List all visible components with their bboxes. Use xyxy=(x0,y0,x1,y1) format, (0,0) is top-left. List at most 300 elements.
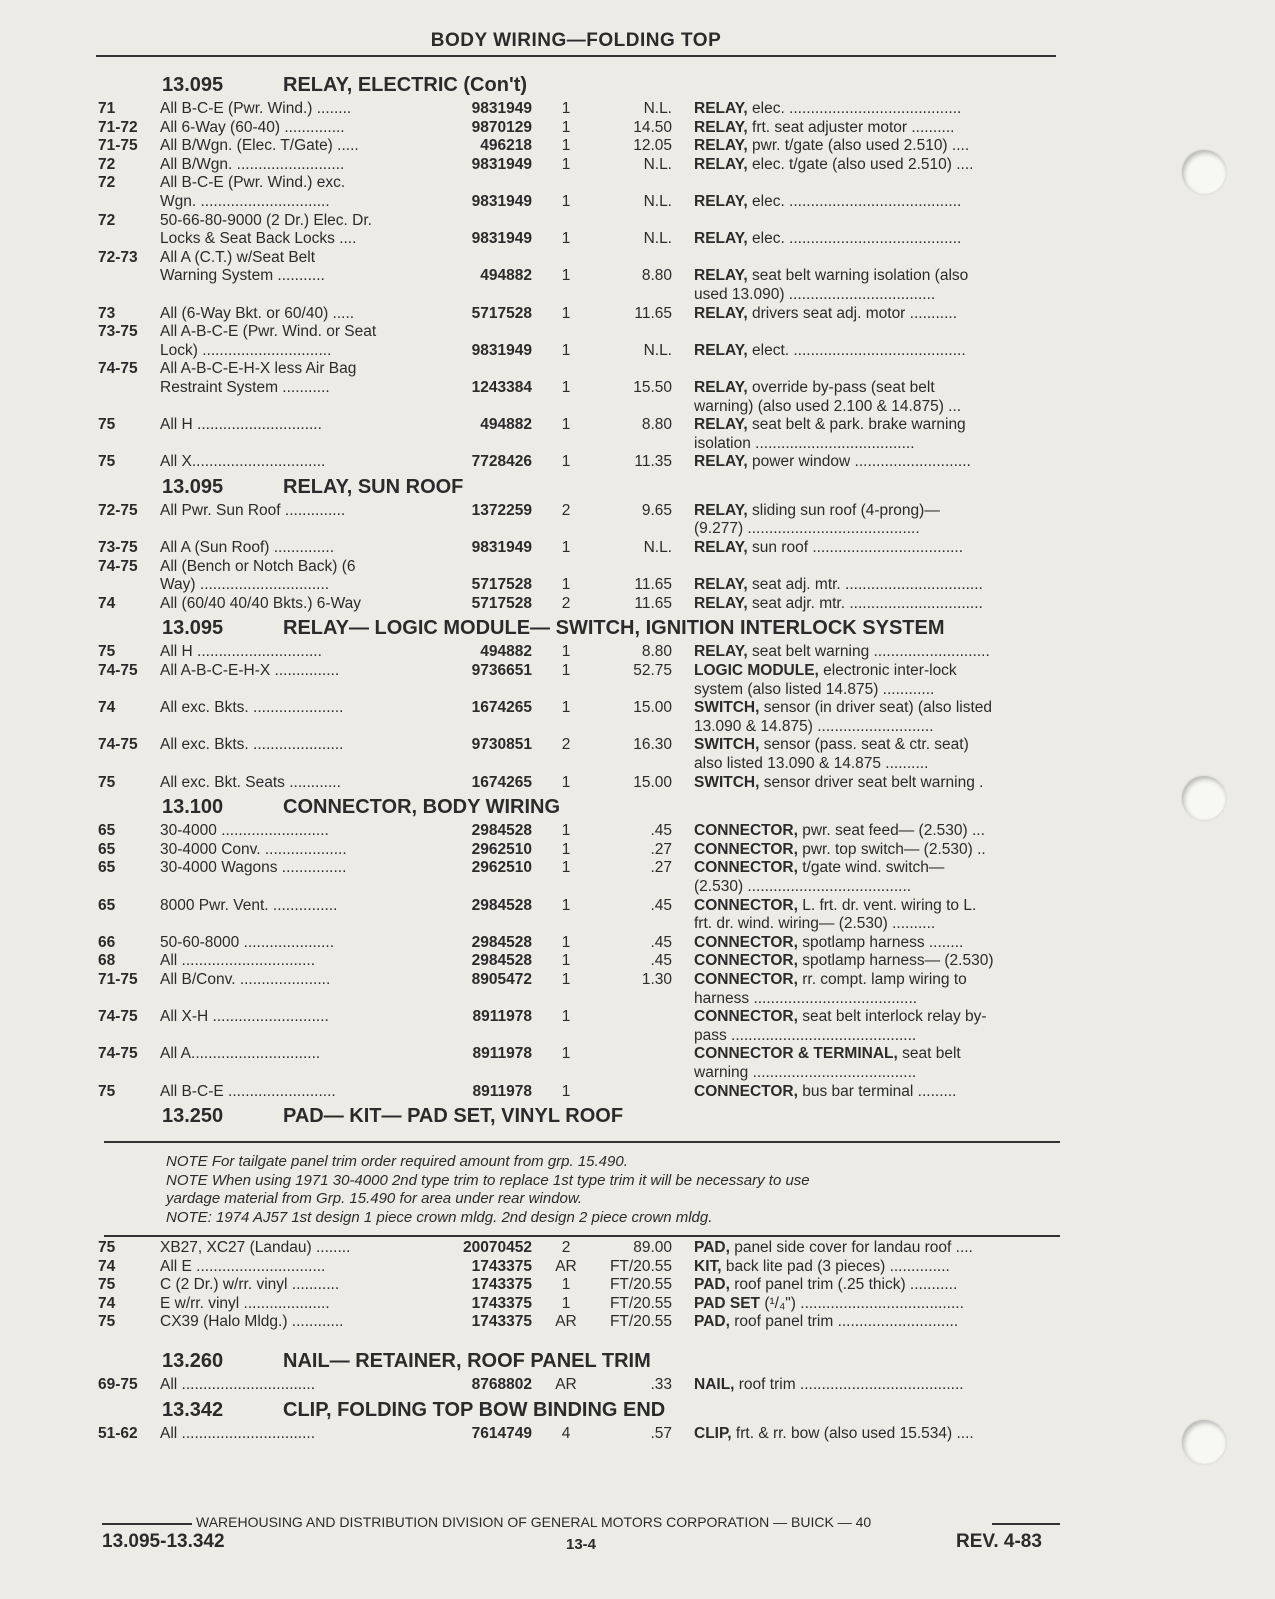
price: .45 xyxy=(650,896,672,914)
description-text: seat belt xyxy=(897,1045,961,1063)
price: 15.50 xyxy=(633,378,672,396)
part-row xyxy=(0,360,1275,416)
application: All ............................... xyxy=(160,952,316,970)
section-number: 13.342 xyxy=(162,1398,224,1421)
description-keyword: RELAY, xyxy=(694,378,748,396)
application: All exc. Bkt. Seats ............ xyxy=(160,773,341,791)
description-keyword: LOGIC MODULE, xyxy=(694,662,819,680)
model-year: 75 xyxy=(98,643,116,661)
part-number: 2984528 xyxy=(471,952,532,970)
quantity: 1 xyxy=(561,341,571,359)
description xyxy=(694,662,1058,681)
quantity: 1 xyxy=(561,773,571,791)
description-keyword: NAIL, xyxy=(694,1376,735,1394)
description xyxy=(694,305,1058,324)
description-keyword: PAD, xyxy=(694,1239,730,1257)
part-line xyxy=(0,878,1275,897)
part-number: 8905472 xyxy=(471,970,532,988)
description-text: pwr. seat feed— (2.530) ... xyxy=(797,822,985,840)
part-row xyxy=(0,453,1275,472)
description-text: 13.090 & 14.875) ........................... xyxy=(694,717,934,735)
part-row xyxy=(0,699,1275,736)
application: All ............................... xyxy=(160,1424,316,1442)
description xyxy=(694,841,1058,860)
description xyxy=(694,952,1058,971)
description xyxy=(694,1083,1058,1102)
description-text: roof panel trim ............................ xyxy=(729,1313,959,1331)
part-number: 1674265 xyxy=(471,773,532,791)
description-text: seat belt warning ........................... xyxy=(747,643,990,661)
quantity: 1 xyxy=(561,378,571,396)
description-text: sensor driver seat belt warning . xyxy=(759,773,984,791)
part-row xyxy=(0,212,1275,249)
section-number: 13.095 xyxy=(162,617,224,640)
part-line xyxy=(0,119,1275,138)
application: Way) .............................. xyxy=(160,576,330,594)
description-keyword: RELAY, xyxy=(694,416,748,434)
part-line xyxy=(0,305,1275,324)
description-keyword: RELAY, xyxy=(694,304,748,322)
part-line xyxy=(0,174,1275,193)
price: N.L. xyxy=(643,192,672,210)
section-number: 13.100 xyxy=(162,796,224,819)
description-text: rr. compt. lamp wiring to xyxy=(797,970,967,988)
price: .45 xyxy=(650,933,672,951)
model-year: 74-75 xyxy=(98,1008,138,1026)
quantity: 1 xyxy=(561,822,571,840)
part-number: 8768802 xyxy=(471,1376,532,1394)
quantity: AR xyxy=(555,1257,577,1275)
part-number: 1743375 xyxy=(471,1257,532,1275)
description xyxy=(694,230,1058,249)
description-text: sun roof ................................... xyxy=(747,539,964,557)
model-year: 74 xyxy=(98,699,116,717)
section-title: CONNECTOR, BODY WIRING xyxy=(283,796,561,819)
footer-rule xyxy=(102,1523,192,1525)
description xyxy=(694,1258,1058,1277)
quantity: 1 xyxy=(561,952,571,970)
description-keyword: SWITCH, xyxy=(694,773,760,791)
price: .45 xyxy=(650,952,672,970)
description-keyword: RELAY, xyxy=(694,341,748,359)
part-line xyxy=(0,841,1275,860)
part-line xyxy=(0,100,1275,119)
part-number: 20070452 xyxy=(463,1239,532,1257)
part-line xyxy=(0,736,1275,755)
application: All X-H ........................... xyxy=(160,1008,329,1026)
description-text: sliding sun roof (4-prong)— xyxy=(747,501,940,519)
quantity: 1 xyxy=(561,453,571,471)
description xyxy=(694,971,1058,990)
part-line xyxy=(0,915,1275,934)
application: All ............................... xyxy=(160,1376,316,1394)
model-year: 72 xyxy=(98,211,116,229)
quantity: 1 xyxy=(561,100,571,117)
part-number: 1743375 xyxy=(471,1313,532,1331)
description-text: (9.277) ........................................ xyxy=(694,520,920,538)
description xyxy=(694,990,1058,1009)
application: Warning System ........... xyxy=(160,267,325,285)
description-keyword: CONNECTOR, xyxy=(694,1008,798,1026)
description-keyword: CONNECTOR & TERMINAL, xyxy=(694,1045,898,1063)
section-title: RELAY— LOGIC MODULE— SWITCH, IGNITION INTERLOCK SYSTEM xyxy=(283,617,945,640)
part-number: 1743375 xyxy=(471,1294,532,1312)
description-keyword: CONNECTOR, xyxy=(694,1082,798,1100)
quantity: 1 xyxy=(561,576,571,594)
part-row xyxy=(0,174,1275,211)
section-number: 13.250 xyxy=(162,1105,224,1128)
description-keyword: RELAY, xyxy=(694,267,748,285)
part-row xyxy=(0,323,1275,360)
description-keyword: CONNECTOR, xyxy=(694,933,798,951)
application: C (2 Dr.) w/rr. vinyl ........... xyxy=(160,1276,340,1294)
part-number: 7728426 xyxy=(471,453,532,471)
quantity: 1 xyxy=(561,1276,571,1294)
part-line xyxy=(0,681,1275,700)
model-year: 74 xyxy=(98,1257,116,1275)
part-line xyxy=(0,1376,1275,1395)
description-text: elec. ........................................ xyxy=(747,192,962,210)
description-text: harness ...................................... xyxy=(694,989,918,1007)
part-line xyxy=(0,952,1275,971)
application: Wgn. .............................. xyxy=(160,192,330,210)
part-row xyxy=(0,662,1275,699)
part-row xyxy=(0,1313,1275,1332)
price: .57 xyxy=(650,1424,672,1442)
application: 8000 Pwr. Vent. ............... xyxy=(160,896,338,914)
part-line xyxy=(0,520,1275,539)
description-text: spotlamp harness ........ xyxy=(797,933,964,951)
part-number: 9831949 xyxy=(471,539,532,557)
part-row xyxy=(0,595,1275,614)
model-year: 75 xyxy=(98,453,116,471)
part-number: 496218 xyxy=(480,137,532,155)
model-year: 74 xyxy=(98,1294,116,1312)
description xyxy=(694,699,1058,718)
application: All A (Sun Roof) .............. xyxy=(160,539,335,557)
part-line xyxy=(0,1276,1275,1295)
description-text: elec. t/gate (also used 2.510) .... xyxy=(747,155,974,173)
model-year: 66 xyxy=(98,933,116,951)
part-row xyxy=(0,1258,1275,1277)
price: 14.50 xyxy=(633,118,672,136)
price: 11.65 xyxy=(634,304,672,322)
part-line xyxy=(0,360,1275,379)
section-title: NAIL— RETAINER, ROOF PANEL TRIM xyxy=(283,1350,651,1373)
description-text: also listed 13.090 & 14.875 .......... xyxy=(694,755,929,772)
price: 89.00 xyxy=(633,1239,672,1257)
note-line: yardage material from Grp. 15.490 for area under rear window. xyxy=(166,1190,583,1208)
part-line xyxy=(0,539,1275,558)
quantity: 1 xyxy=(561,155,571,173)
description-text: L. frt. dr. vent. wiring to L. xyxy=(797,896,977,914)
price: .45 xyxy=(650,822,672,840)
application: All A-B-C-E-H-X ............... xyxy=(160,662,340,680)
description-text: elect. ........................................ xyxy=(747,341,966,359)
section-header xyxy=(0,70,1275,100)
description-text: back lite pad (3 pieces) .............. xyxy=(721,1257,950,1275)
application: Restraint System ........... xyxy=(160,378,330,396)
quantity: 1 xyxy=(561,539,571,557)
description-text: frt. dr. wind. wiring— (2.530) .......... xyxy=(694,915,936,933)
quantity: 1 xyxy=(561,840,571,858)
description xyxy=(694,1295,1058,1314)
price: 15.00 xyxy=(633,699,672,717)
price: FT/20.55 xyxy=(609,1276,672,1294)
section-number: 13.095 xyxy=(162,475,224,498)
description-text: frt. & rr. bow (also used 15.534) .... xyxy=(731,1424,974,1442)
part-line xyxy=(0,267,1275,286)
model-year: 68 xyxy=(98,952,116,970)
model-year: 74-75 xyxy=(98,360,138,378)
part-line xyxy=(0,1258,1275,1277)
part-row xyxy=(0,137,1275,156)
part-line xyxy=(0,1295,1275,1314)
application: All B-C-E ......................... xyxy=(160,1082,336,1100)
price: 12.05 xyxy=(633,137,672,155)
part-number: 9831949 xyxy=(471,230,532,248)
part-line xyxy=(0,435,1275,454)
description-text: elec. ........................................ xyxy=(747,100,962,117)
model-year: 72-75 xyxy=(98,501,138,519)
model-year: 65 xyxy=(98,859,116,877)
notes-rule xyxy=(104,1235,1060,1237)
description xyxy=(694,119,1058,138)
part-row xyxy=(0,119,1275,138)
part-line xyxy=(0,379,1275,398)
description-text: electronic inter-lock xyxy=(818,662,957,680)
notes-rule xyxy=(104,1141,1060,1143)
part-row xyxy=(0,1276,1275,1295)
part-line xyxy=(0,137,1275,156)
description-keyword: CONNECTOR, xyxy=(694,970,798,988)
part-number: 2984528 xyxy=(471,933,532,951)
part-line xyxy=(0,398,1275,417)
description-text: pass ........................................... xyxy=(694,1026,917,1044)
application: All A-B-C-E (Pwr. Wind. or Seat xyxy=(160,323,377,341)
quantity: 1 xyxy=(561,118,571,136)
description xyxy=(694,755,1058,774)
part-number: 9736651 xyxy=(471,662,532,680)
description-keyword: CONNECTOR, xyxy=(694,822,798,840)
quantity: 1 xyxy=(561,192,571,210)
section-spacer xyxy=(0,1332,1275,1346)
model-year: 51-62 xyxy=(98,1424,138,1442)
description-keyword: PAD SET xyxy=(694,1294,761,1312)
description-keyword: CONNECTOR, xyxy=(694,896,798,914)
part-line xyxy=(0,897,1275,916)
part-line xyxy=(0,558,1275,577)
model-year: 75 xyxy=(98,1313,116,1331)
description-text: bus bar terminal ......... xyxy=(797,1082,957,1100)
model-year: 72 xyxy=(98,174,116,192)
model-year: 75 xyxy=(98,416,116,434)
quantity: 2 xyxy=(561,1239,571,1257)
description-keyword: SWITCH, xyxy=(694,736,760,754)
application: 30-4000 Conv. ................... xyxy=(160,840,347,858)
application: All H ............................. xyxy=(160,416,322,434)
part-line xyxy=(0,1313,1275,1332)
part-number: 1372259 xyxy=(471,501,532,519)
part-number: 494882 xyxy=(480,416,532,434)
application: All exc. Bkts. ..................... xyxy=(160,736,344,754)
quantity: 1 xyxy=(561,970,571,988)
quantity: 2 xyxy=(561,501,571,519)
section-number: 13.260 xyxy=(162,1350,224,1373)
part-row xyxy=(0,1008,1275,1045)
price: 8.80 xyxy=(641,416,672,434)
price: .27 xyxy=(650,859,672,877)
model-year: 75 xyxy=(98,1082,116,1100)
part-line xyxy=(0,595,1275,614)
description xyxy=(694,576,1058,595)
part-number: 5717528 xyxy=(471,594,532,612)
part-row xyxy=(0,643,1275,662)
part-row xyxy=(0,1295,1275,1314)
part-number: 2984528 xyxy=(471,896,532,914)
application: All (6-Way Bkt. or 60/40) ..... xyxy=(160,304,355,322)
description xyxy=(694,193,1058,212)
description-keyword: RELAY, xyxy=(694,192,748,210)
description-text: seat adjr. mtr. ............................... xyxy=(747,594,983,612)
quantity: 1 xyxy=(561,230,571,248)
description xyxy=(694,774,1058,793)
description xyxy=(694,1239,1058,1258)
part-number: 5717528 xyxy=(471,304,532,322)
part-line xyxy=(0,822,1275,841)
quantity: 1 xyxy=(561,662,571,680)
description-keyword: RELAY, xyxy=(694,155,748,173)
model-year: 71 xyxy=(98,100,116,117)
application: All A.............................. xyxy=(160,1045,321,1063)
description xyxy=(694,1376,1058,1395)
quantity: 1 xyxy=(561,896,571,914)
part-number: 5717528 xyxy=(471,576,532,594)
application: XB27, XC27 (Landau) ........ xyxy=(160,1239,351,1257)
part-number: 9831949 xyxy=(471,192,532,210)
description xyxy=(694,267,1058,286)
part-line xyxy=(0,286,1275,305)
part-row xyxy=(0,1045,1275,1082)
description-text: panel side cover for landau roof .... xyxy=(729,1239,973,1257)
part-row xyxy=(0,416,1275,453)
model-year: 65 xyxy=(98,822,116,840)
description-text: frt. seat adjuster motor .......... xyxy=(747,118,955,136)
application: All B/Wgn. ......................... xyxy=(160,155,345,173)
description xyxy=(694,934,1058,953)
part-row xyxy=(0,774,1275,793)
part-number: 1243384 xyxy=(471,378,532,396)
part-line xyxy=(0,453,1275,472)
notes-block xyxy=(0,1139,1275,1239)
application: All B-C-E (Pwr. Wind.) ........ xyxy=(160,100,352,117)
page-title: BODY WIRING—FOLDING TOP xyxy=(430,30,722,51)
model-year: 72-73 xyxy=(98,248,138,266)
part-line xyxy=(0,1064,1275,1083)
model-year: 73-75 xyxy=(98,323,138,341)
part-line xyxy=(0,249,1275,268)
application: 50-66-80-9000 (2 Dr.) Elec. Dr. xyxy=(160,211,372,229)
section-title: CLIP, FOLDING TOP BOW BINDING END xyxy=(283,1398,666,1421)
part-line xyxy=(0,662,1275,681)
price: FT/20.55 xyxy=(609,1294,672,1312)
quantity: 1 xyxy=(561,699,571,717)
part-line xyxy=(0,1045,1275,1064)
part-line xyxy=(0,323,1275,342)
footer-range: 13.095-13.342 xyxy=(102,1531,225,1552)
price: 16.30 xyxy=(633,736,672,754)
description-text: roof panel trim (.25 thick) ........... xyxy=(729,1276,958,1294)
description xyxy=(694,137,1058,156)
quantity: 2 xyxy=(561,736,571,754)
price: N.L. xyxy=(643,341,672,359)
application: All (Bench or Notch Back) (6 xyxy=(160,557,356,575)
part-line xyxy=(0,1027,1275,1046)
part-line xyxy=(0,156,1275,175)
description-text: pwr. t/gate (also used 2.510) .... xyxy=(747,137,970,155)
part-number: 2962510 xyxy=(471,859,532,877)
section-title: RELAY, ELECTRIC (Con't) xyxy=(283,74,528,96)
model-year: 71-75 xyxy=(98,970,138,988)
section-title: PAD— KIT— PAD SET, VINYL ROOF xyxy=(283,1105,624,1128)
part-line xyxy=(0,699,1275,718)
price: .27 xyxy=(650,840,672,858)
part-row xyxy=(0,822,1275,841)
part-line xyxy=(0,755,1275,774)
part-row xyxy=(0,934,1275,953)
description-keyword: CONNECTOR, xyxy=(694,840,798,858)
application: E w/rr. vinyl .................... xyxy=(160,1294,330,1312)
part-number: 8911978 xyxy=(472,1045,532,1063)
quantity: 1 xyxy=(561,267,571,285)
description xyxy=(694,100,1058,119)
part-row xyxy=(0,841,1275,860)
note-line: NOTE: 1974 AJ57 1st design 1 piece crown mldg. 2nd design 2 piece crown mldg. xyxy=(166,1208,713,1226)
part-line xyxy=(0,990,1275,1009)
application: All (60/40 40/40 Bkts.) 6-Way xyxy=(160,594,362,612)
model-year: 75 xyxy=(98,773,116,791)
description-text: t/gate wind. switch— xyxy=(797,859,945,877)
quantity: 1 xyxy=(561,643,571,661)
price: N.L. xyxy=(643,100,672,117)
footer-revision: REV. 4-83 xyxy=(956,1531,1042,1552)
quantity: 1 xyxy=(561,859,571,877)
description-text: system (also listed 14.875) ............ xyxy=(694,680,935,698)
quantity: 1 xyxy=(561,1045,571,1063)
description xyxy=(694,1027,1058,1046)
part-row xyxy=(0,897,1275,934)
part-line xyxy=(0,934,1275,953)
part-line xyxy=(0,212,1275,231)
description-keyword: RELAY, xyxy=(694,137,748,155)
model-year: 74-75 xyxy=(98,557,138,575)
section-header xyxy=(0,1395,1275,1425)
description-keyword: RELAY, xyxy=(694,501,748,519)
description-keyword: RELAY, xyxy=(694,100,748,117)
model-year: 65 xyxy=(98,840,116,858)
model-year: 75 xyxy=(98,1276,116,1294)
description-keyword: RELAY, xyxy=(694,576,748,594)
part-number: 494882 xyxy=(480,267,532,285)
description xyxy=(694,156,1058,175)
quantity: 1 xyxy=(561,304,571,322)
description-text: (¹/₄") ...................................... xyxy=(760,1294,964,1312)
description-keyword: CONNECTOR, xyxy=(694,859,798,877)
description xyxy=(694,520,1058,539)
description xyxy=(694,379,1058,398)
section-header xyxy=(0,613,1275,643)
price: 9.65 xyxy=(641,501,672,519)
